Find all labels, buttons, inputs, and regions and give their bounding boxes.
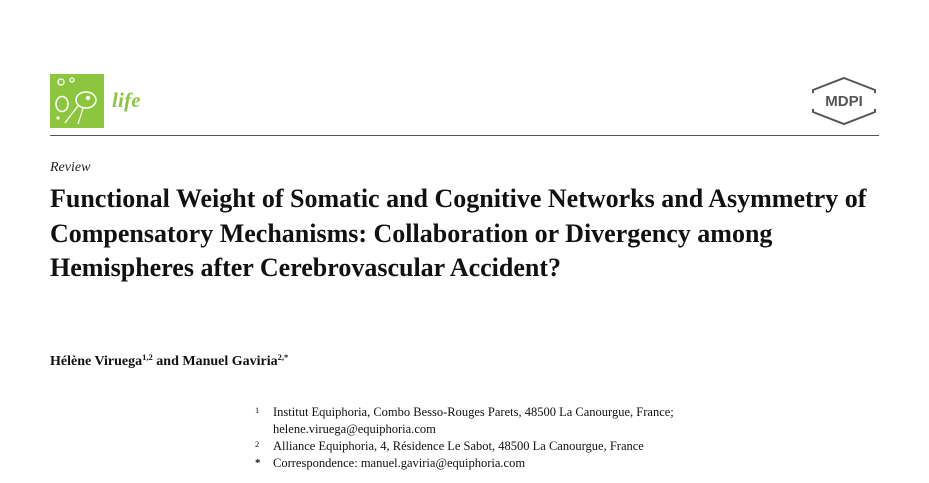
life-journal-logo-icon: [50, 74, 104, 128]
correspondence-mark: *: [255, 457, 261, 469]
journal-name: life: [112, 88, 141, 112]
affiliation-item: [255, 404, 775, 438]
affiliation-mark: 2: [255, 439, 260, 449]
author-name: Hélène Viruega: [50, 354, 143, 369]
author-joiner: and: [152, 354, 183, 369]
affiliation-item: [255, 438, 775, 455]
mdpi-logo-icon: [809, 76, 879, 126]
header-divider: [50, 135, 879, 136]
author-affiliation-mark: 1,2: [142, 352, 153, 362]
journal-header: [50, 74, 879, 130]
affiliation-text: Institut Equiphoria, Combo Besso-Rouges Parets, 48500 La Canourgue, France; helene.viruega@equiphoria.com: [273, 405, 674, 436]
affiliation-list: [255, 404, 775, 472]
correspondence-text: Correspondence: manuel.gaviria@equiphoria.com: [273, 456, 526, 470]
author-list: [50, 352, 288, 370]
author-affiliation-mark: 2,*: [277, 352, 289, 362]
author-name: Manuel Gaviria: [182, 354, 278, 369]
article-title: Functional Weight of Somatic and Cognitive Networks and Asymmetry of Compensatory Mechanisms: Collaboration or Divergency among Hemispheres after Cerebrovascular Accident?: [50, 184, 867, 282]
article-type: Review: [50, 160, 91, 175]
affiliation-mark: 1: [255, 405, 260, 415]
publisher-name: MDPI: [825, 93, 863, 110]
affiliation-text: Alliance Equiphoria, 4, Résidence Le Sabot, 48500 La Canourgue, France: [273, 439, 644, 453]
affiliation-item: [255, 455, 775, 472]
